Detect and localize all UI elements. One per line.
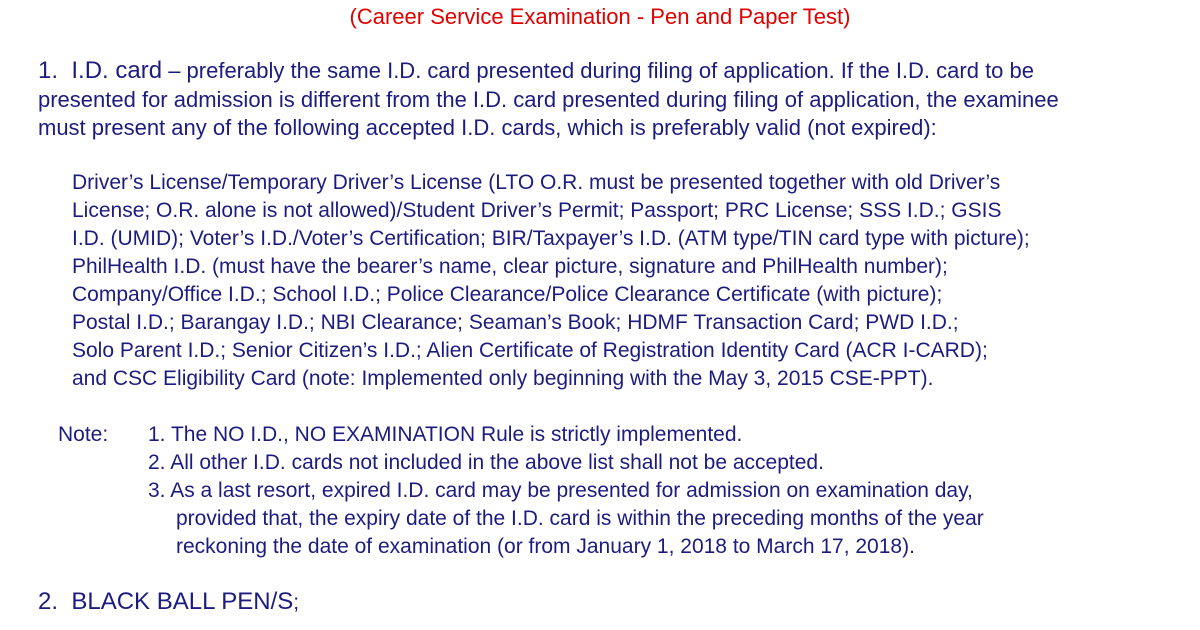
- item2-suffix: ;: [293, 591, 300, 614]
- item1-number: 1.: [38, 57, 59, 84]
- note-item: 2. All other I.D. cards not included in the above list shall not be accepted.: [148, 451, 824, 474]
- item2-heading-line: [38, 588, 299, 617]
- item1-line-2: presented for admission is different from the I.D. card presented during filing of application, the examinee: [38, 87, 1059, 112]
- note-item: 1. The NO I.D., NO EXAMINATION Rule is strictly implemented.: [148, 423, 743, 446]
- id-list-line: Postal I.D.; Barangay I.D.; NBI Clearance; Seaman’s Book; HDMF Transaction Card; PWD I.D.;: [72, 311, 959, 334]
- note-item-continued: provided that, the expiry date of the I.D. card is within the preceding months of the year: [176, 507, 984, 530]
- id-list-line: PhilHealth I.D. (must have the bearer’s name, clear picture, signature and PhilHealth number);: [72, 255, 948, 278]
- id-list-line: I.D. (UMID); Voter’s I.D./Voter’s Certification; BIR/Taxpayer’s I.D. (ATM type/TIN card type with picture);: [72, 227, 1030, 250]
- item2-heading: BLACK BALL PEN/S: [71, 588, 294, 615]
- id-list-line: Solo Parent I.D.; Senior Citizen’s I.D.; Alien Certificate of Registration Identity Card (ACR I-CARD);: [72, 339, 988, 362]
- id-list-line: License; O.R. alone is not allowed)/Student Driver’s Permit; Passport; PRC License; SSS I.D.; GSIS: [72, 199, 1002, 222]
- note-item: 3. As a last resort, expired I.D. card may be presented for admission on examination day,: [148, 479, 973, 502]
- id-list-line: and CSC Eligibility Card (note: Implemented only beginning with the May 3, 2015 CSE-PPT).: [72, 367, 934, 390]
- note-item-continued: reckoning the date of examination (or from January 1, 2018 to March 17, 2018).: [176, 535, 915, 558]
- item1-text: – preferably the same I.D. card presented during filing of application. If the I.D. card to be: [168, 58, 1034, 83]
- item1-line-3: must present any of the following accepted I.D. cards, which is preferably valid (not expired):: [38, 115, 937, 140]
- item1-heading: I.D. card: [71, 57, 163, 84]
- note-label: Note:: [58, 423, 109, 446]
- id-list-line: Company/Office I.D.; School I.D.; Police Clearance/Police Clearance Certificate (with picture);: [72, 283, 943, 306]
- id-list-line: Driver’s License/Temporary Driver’s License (LTO O.R. must be presented together with old Driver’s: [72, 171, 1001, 194]
- document-title: (Career Service Examination - Pen and Paper Test): [349, 4, 851, 29]
- item2-number: 2.: [38, 588, 59, 615]
- item1-line-1: [38, 57, 1034, 85]
